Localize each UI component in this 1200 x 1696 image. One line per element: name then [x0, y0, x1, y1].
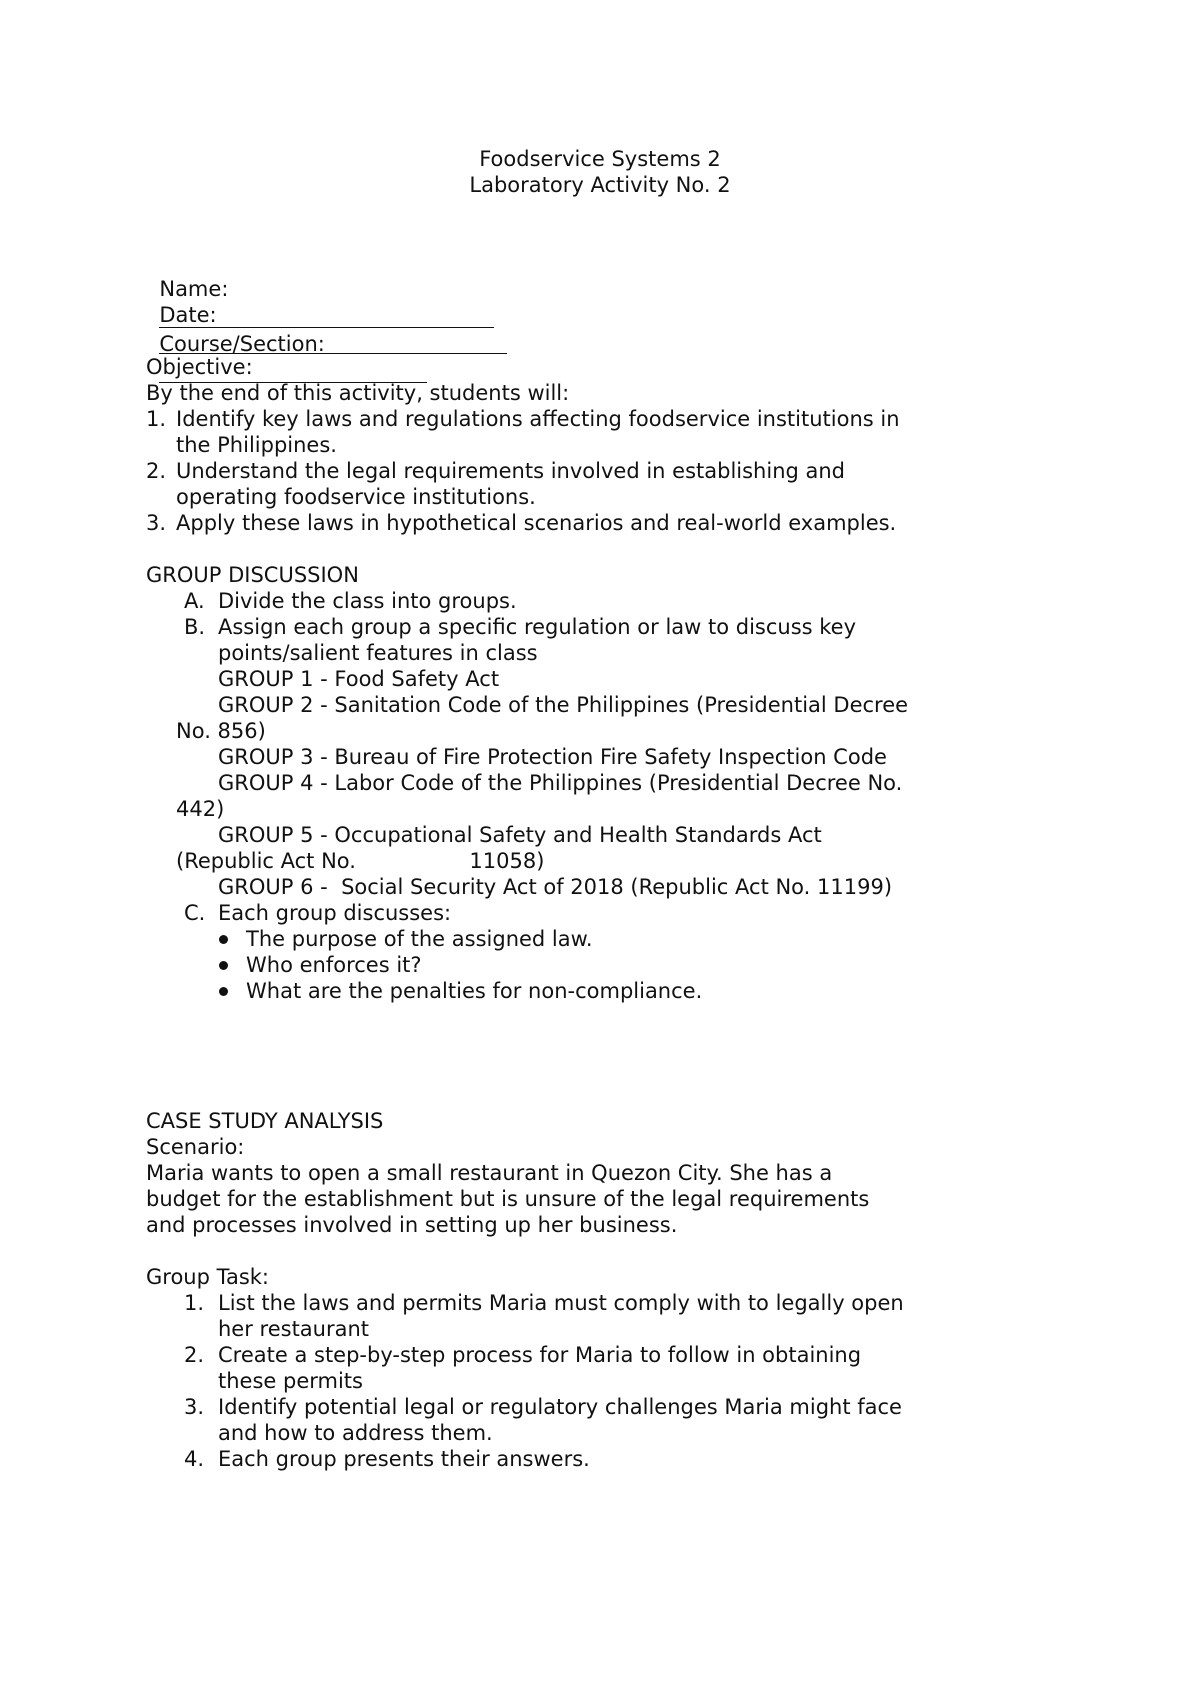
group-assignment-continued: No. 856) — [176, 719, 266, 743]
bullet-icon — [219, 935, 228, 944]
task-text: List the laws and permits Maria must comply with to legally open — [218, 1291, 904, 1315]
list-item-text: Divide the class into groups. — [218, 589, 517, 613]
group-assignment-continued: (Republic Act No. 11058) — [176, 849, 545, 873]
bullet-text: The purpose of the assigned law. — [246, 927, 593, 951]
group-assignment: GROUP 4 - Labor Code of the Philippines (Presidential Decree No. — [218, 771, 903, 795]
task-text: these permits — [218, 1369, 363, 1393]
objective-text: Identify key laws and regulations affecting foodservice institutions in — [176, 407, 900, 431]
task-number: 1. — [184, 1291, 205, 1315]
group-task-label: Group Task: — [146, 1265, 270, 1289]
scenario-text: and processes involved in setting up her business. — [146, 1213, 678, 1237]
objective-number: 3. — [146, 511, 167, 535]
group-assignment: GROUP 2 - Sanitation Code of the Philippines (Presidential Decree — [218, 693, 909, 717]
task-text: her restaurant — [218, 1317, 370, 1341]
objective-number: 2. — [146, 459, 167, 483]
objective-text: the Philippines. — [176, 433, 337, 457]
objective-intro: By the end of this activity, students will: — [146, 381, 570, 405]
activity-title: Laboratory Activity No. 2 — [469, 173, 731, 197]
objective-text: Understand the legal requirements involved in establishing and — [176, 459, 846, 483]
group-discussion-heading: GROUP DISCUSSION — [146, 563, 359, 587]
task-number: 2. — [184, 1343, 205, 1367]
group-assignment: GROUP 5 - Occupational Safety and Health Standards Act — [218, 823, 822, 847]
course-title: Foodservice Systems 2 — [479, 147, 721, 171]
bullet-text: What are the penalties for non-compliance. — [246, 979, 703, 1003]
task-text: Each group presents their answers. — [218, 1447, 590, 1471]
list-letter: B. — [184, 615, 206, 639]
group-assignment: GROUP 1 - Food Safety Act — [218, 667, 500, 691]
list-item-text: Assign each group a specific regulation or law to discuss key — [218, 615, 857, 639]
list-letter: C. — [184, 901, 206, 925]
list-item-text: Each group discusses: — [218, 901, 452, 925]
bullet-text: Who enforces it? — [246, 953, 422, 977]
name-label: Name: — [159, 277, 229, 301]
list-item-text: points/salient features in class — [218, 641, 538, 665]
case-study-heading: CASE STUDY ANALYSIS — [146, 1109, 384, 1133]
group-assignment-continued: 442) — [176, 797, 225, 821]
task-text: Create a step-by-step process for Maria to follow in obtaining — [218, 1343, 862, 1367]
task-number: 4. — [184, 1447, 205, 1471]
scenario-text: budget for the establishment but is unsure of the legal requirements — [146, 1187, 870, 1211]
list-letter: A. — [184, 589, 205, 613]
bullet-icon — [219, 961, 228, 970]
task-text: and how to address them. — [218, 1421, 493, 1445]
date-blank[interactable] — [159, 331, 507, 354]
objective-heading: Objective: — [146, 355, 253, 379]
objective-text: operating foodservice institutions. — [176, 485, 536, 509]
group-assignment: GROUP 3 - Bureau of Fire Protection Fire Safety Inspection Code — [218, 745, 887, 769]
bullet-icon — [219, 987, 228, 996]
course-section-label: Course/Section: — [159, 332, 325, 356]
scenario-label: Scenario: — [146, 1135, 245, 1159]
date-field-row — [146, 276, 507, 357]
objective-text: Apply these laws in hypothetical scenarios and real-world examples. — [176, 511, 897, 535]
objective-number: 1. — [146, 407, 167, 431]
task-number: 3. — [184, 1395, 205, 1419]
scenario-text: Maria wants to open a small restaurant in Quezon City. She has a — [146, 1161, 833, 1185]
date-label: Date: — [159, 303, 217, 327]
task-text: Identify potential legal or regulatory challenges Maria might face — [218, 1395, 902, 1419]
group-assignment: GROUP 6 - Social Security Act of 2018 (Republic Act No. 11199) — [218, 875, 893, 899]
